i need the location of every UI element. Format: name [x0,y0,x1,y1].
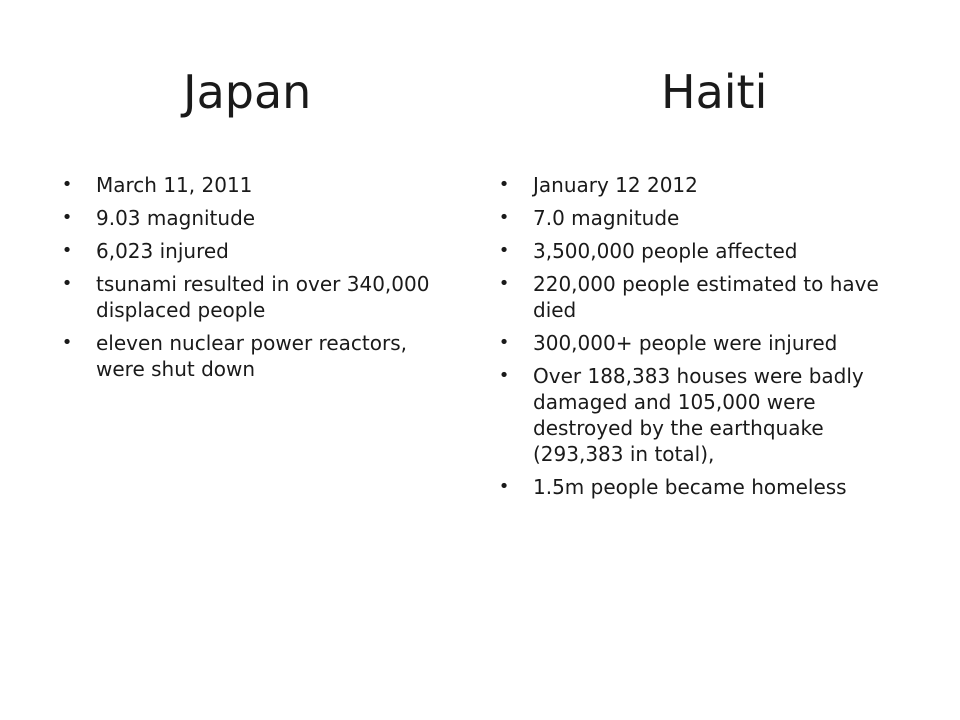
bullet-icon: • [498,207,510,228]
list-item [497,205,907,231]
list-item-text: tsunami resulted in over 340,000 displaced people [96,272,430,322]
haiti-facts-list [497,172,907,507]
heading-japan: Japan [183,65,312,119]
list-item [497,238,907,264]
bullet-icon: • [498,240,510,261]
bullet-icon: • [498,273,510,294]
list-item-text: March 11, 2011 [96,173,253,197]
bullet-icon: • [61,240,73,261]
list-item [60,238,460,264]
bullet-icon: • [61,207,73,228]
bullet-icon: • [498,332,510,353]
bullet-icon: • [61,332,73,353]
bullet-icon: • [498,174,510,195]
bullet-icon: • [61,174,73,195]
bullet-icon: • [498,476,510,497]
list-item [60,330,460,382]
list-item [60,205,460,231]
list-item-text: January 12 2012 [533,173,698,197]
bullet-icon: • [61,273,73,294]
list-item [497,363,907,467]
list-item [60,271,460,323]
list-item [497,172,907,198]
heading-haiti: Haiti [661,65,768,119]
bullet-icon: • [498,365,510,386]
list-item-text: 3,500,000 people affected [533,239,798,263]
list-item-text: 7.0 magnitude [533,206,680,230]
japan-facts-list [60,172,460,389]
list-item-text: eleven nuclear power reactors, were shut down [96,331,407,381]
list-item-text: Over 188,383 houses were badly damaged and 105,000 were destroyed by the earthquake (293,383 in total), [533,364,864,466]
list-item-text: 9.03 magnitude [96,206,256,230]
list-item [497,271,907,323]
list-item-text: 300,000+ people were injured [533,331,838,355]
list-item-text: 1.5m people became homeless [533,475,847,499]
list-item [497,330,907,356]
list-item-text: 220,000 people estimated to have died [533,272,879,322]
list-item [497,474,907,500]
list-item-text: 6,023 injured [96,239,229,263]
list-item [60,172,460,198]
